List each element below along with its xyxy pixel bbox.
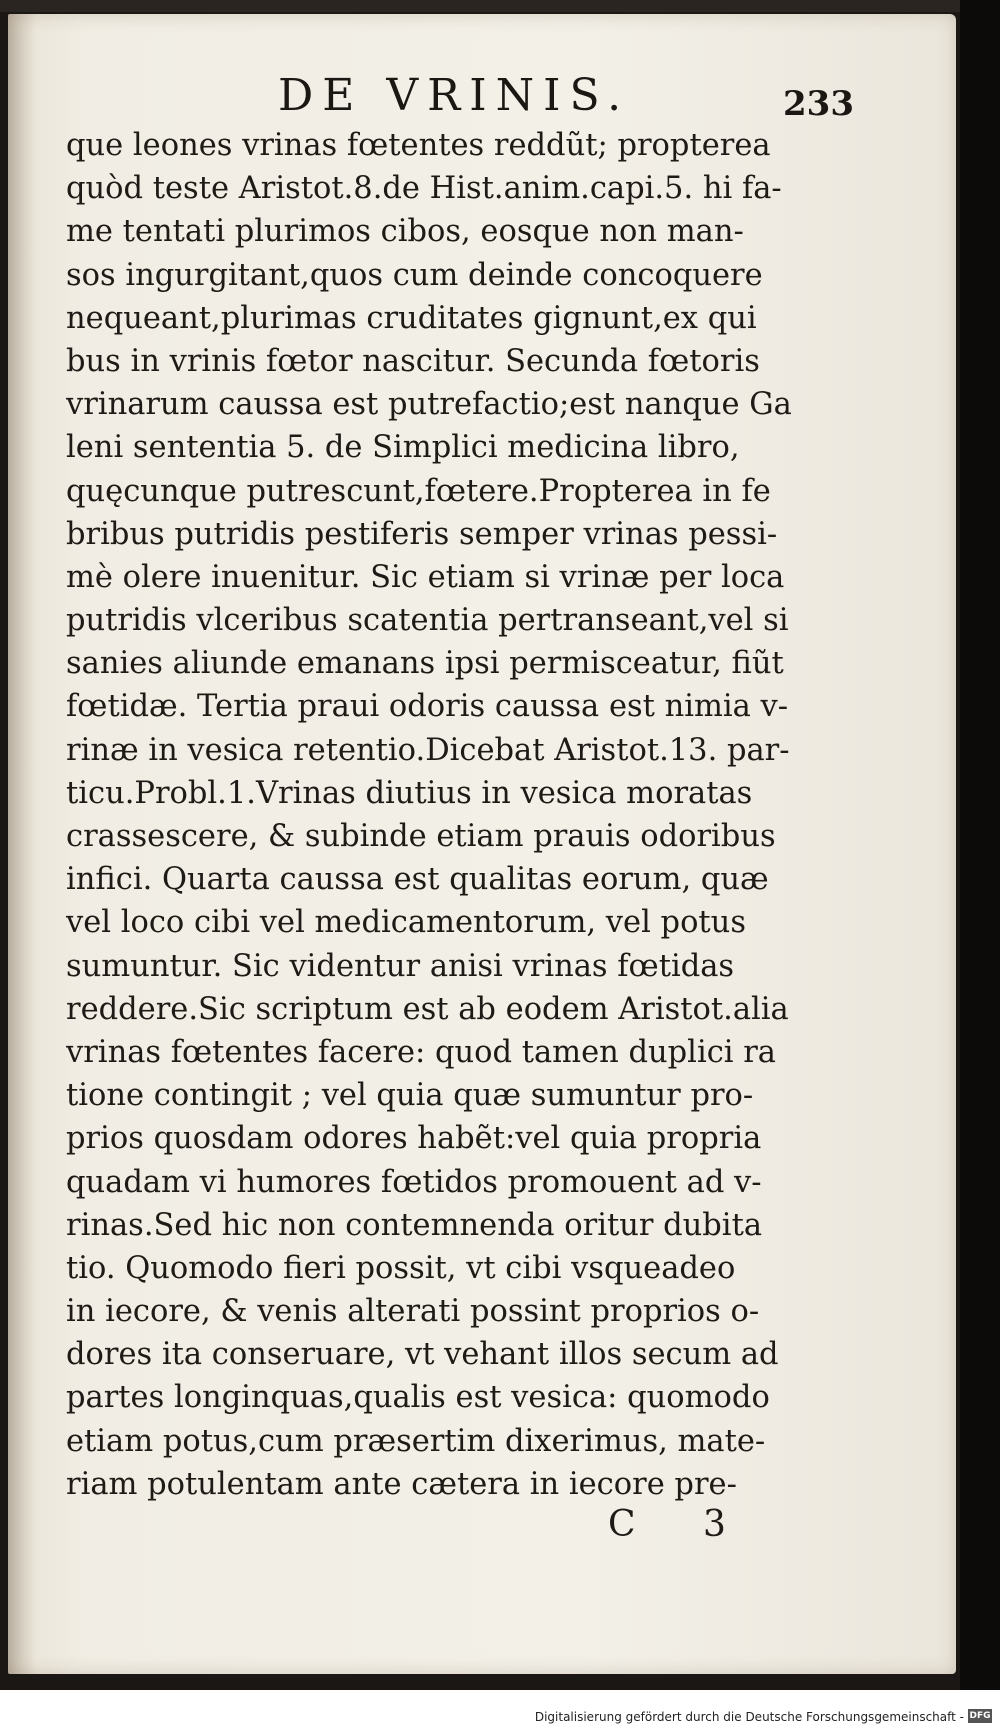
funding-credit: Digitalisierung gefördert durch die Deutsche Forschungsgemeinschaft - bbox=[534, 1710, 964, 1724]
dfg-logo: DFG bbox=[969, 1711, 991, 1721]
text-line: etiam potus,cum præsertim dixerimus, mate- bbox=[66, 1423, 766, 1459]
text-line: vrinarum caussa est putrefactio;est nanque Ga bbox=[66, 387, 792, 423]
scan-right-edge bbox=[960, 0, 1000, 1690]
text-line: quòd teste Aristot.8.de Hist.anim.capi.5. hi fa- bbox=[66, 171, 782, 207]
text-line: nequeant,plurimas cruditates gignunt,ex qui bbox=[66, 300, 757, 336]
text-line: partes longinquas,qualis est vesica: quomodo bbox=[66, 1380, 770, 1416]
text-line: infici. Quarta caussa est qualitas eorum, quæ bbox=[66, 862, 769, 898]
scan-top-edge bbox=[0, 0, 1000, 12]
text-line: mè olere inuenitur. Sic etiam si vrinæ per loca bbox=[66, 559, 785, 595]
running-head bbox=[8, 70, 956, 130]
gutter-shadow bbox=[8, 14, 36, 1674]
text-line: rinas.Sed hic non contemnenda oritur dubita bbox=[66, 1207, 763, 1243]
running-title: DE VRINIS. bbox=[278, 70, 631, 121]
text-line: bus in vrinis fœtor nascitur. Secunda fœtoris bbox=[66, 343, 760, 379]
text-line: sanies aliunde emanans ipsi permisceatur, fiũt bbox=[66, 646, 784, 682]
text-line: sumuntur. Sic videntur anisi vrinas fœtidas bbox=[66, 948, 735, 984]
text-line: leni sententia 5. de Simplici medicina libro, bbox=[66, 430, 740, 466]
text-line: ticu.Probl.1.Vrinas diutius in vesica moratas bbox=[66, 775, 753, 811]
text-line: fœtidæ. Tertia praui odoris caussa est nimia v- bbox=[66, 689, 789, 725]
book-page bbox=[8, 14, 956, 1674]
body-text bbox=[66, 124, 842, 1506]
text-line: tione contingit ; vel quia quæ sumuntur pro- bbox=[66, 1078, 754, 1114]
text-line: putridis vlceribus scatentia pertranseant,vel si bbox=[66, 603, 789, 639]
text-line: rinæ in vesica retentio.Dicebat Aristot.13. par- bbox=[66, 732, 790, 768]
text-line: quęcunque putrescunt,fœtere.Propterea in fe bbox=[66, 473, 771, 509]
text-line: vel loco cibi vel medicamentorum, vel potus bbox=[66, 905, 746, 941]
text-line: vrinas fœtentes facere: quod tamen duplici ra bbox=[66, 1034, 776, 1070]
signature-mark: C 3 bbox=[608, 1504, 754, 1545]
text-line: prios quosdam odores habẽt:vel quia propria bbox=[66, 1121, 762, 1157]
text-line: crassescere, & subinde etiam prauis odoribus bbox=[66, 819, 776, 854]
text-line: quadam vi humores fœtidos promouent ad v- bbox=[66, 1164, 762, 1200]
page-number: 233 bbox=[783, 84, 854, 124]
text-line: reddere.Sic scriptum est ab eodem Aristot.alia bbox=[66, 991, 789, 1027]
text-line: sos ingurgitant,quos cum deinde concoquere bbox=[66, 257, 763, 293]
text-line: in iecore, & venis alterati possint proprios o- bbox=[66, 1294, 760, 1330]
text-line: tio. Quomodo fieri possit, vt cibi vsqueadeo bbox=[66, 1250, 736, 1286]
text-line: bribus putridis pestiferis semper vrinas pessi- bbox=[66, 516, 778, 552]
text-line: me tentati plurimos cibos, eosque non man- bbox=[66, 214, 744, 250]
text-line: que leones vrinas fœtentes reddũt; propterea bbox=[66, 128, 771, 163]
text-line: dores ita conseruare, vt vehant illos secum ad bbox=[66, 1337, 779, 1373]
text-line: riam potulentam ante cætera in iecore pre- bbox=[66, 1466, 737, 1502]
